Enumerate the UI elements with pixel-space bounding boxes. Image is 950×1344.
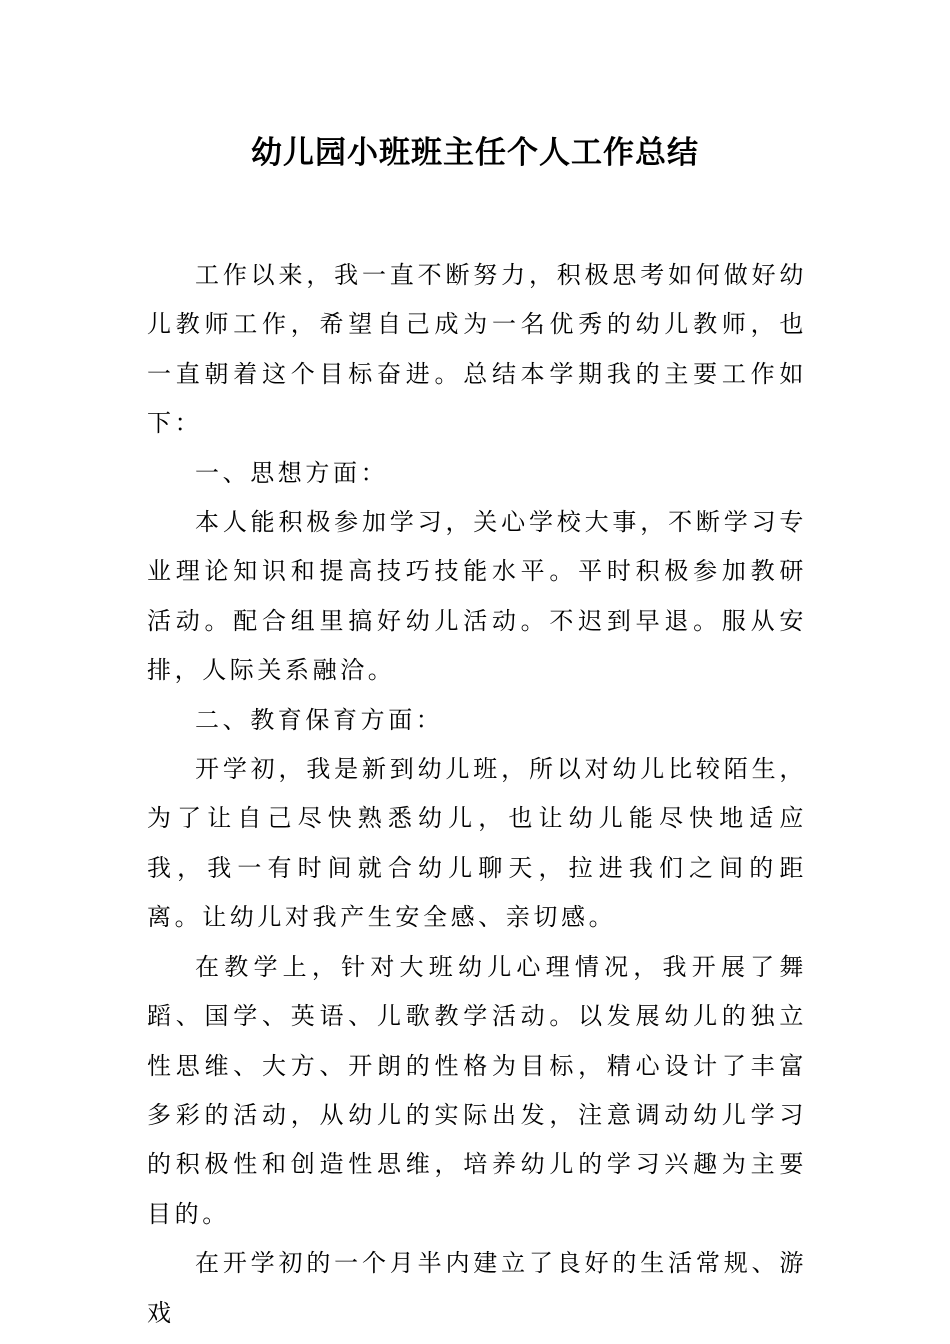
section-heading-thought: 一、思想方面： — [195, 458, 389, 487]
document-title: 幼儿园小班班主任个人工作总结 — [251, 135, 699, 171]
section-heading-education: 二、教育保育方面： — [195, 705, 444, 734]
paragraph-thought: 本人能积极参加学习，关心学校大事，不断学习专业理论知识和提高技巧技能水平。平时积极参加教研活动。配合组里搞好幼儿活动。不迟到早退。服从安排，人际关系融洽。 — [147, 508, 807, 685]
paragraph-routines: 在开学初的一个月半内建立了良好的生活常规、游戏 — [147, 1249, 807, 1327]
paragraph-semester-start: 开学初，我是新到幼儿班，所以对幼儿比较陌生，为了让自己尽快熟悉幼儿，也让幼儿能尽快地适应我，我一有时间就合幼儿聊天，拉进我们之间的距离。让幼儿对我产生安全感、亲切感。 — [147, 755, 807, 932]
paragraph-intro: 工作以来，我一直不断努力，积极思考如何做好幼儿教师工作，希望自己成为一名优秀的幼儿教师，也一直朝着这个目标奋进。总结本学期我的主要工作如下： — [147, 261, 807, 438]
document-body — [147, 251, 807, 1338]
paragraph-teaching: 在教学上，针对大班幼儿心理情况，我开展了舞蹈、国学、英语、儿歌教学活动。以发展幼儿的独立性思维、大方、开朗的性格为目标，精心设计了丰富多彩的活动，从幼儿的实际出发，注意调动幼儿学习的积极性和创造性思维，培养幼儿的学习兴趣为主要目的。 — [147, 952, 807, 1228]
